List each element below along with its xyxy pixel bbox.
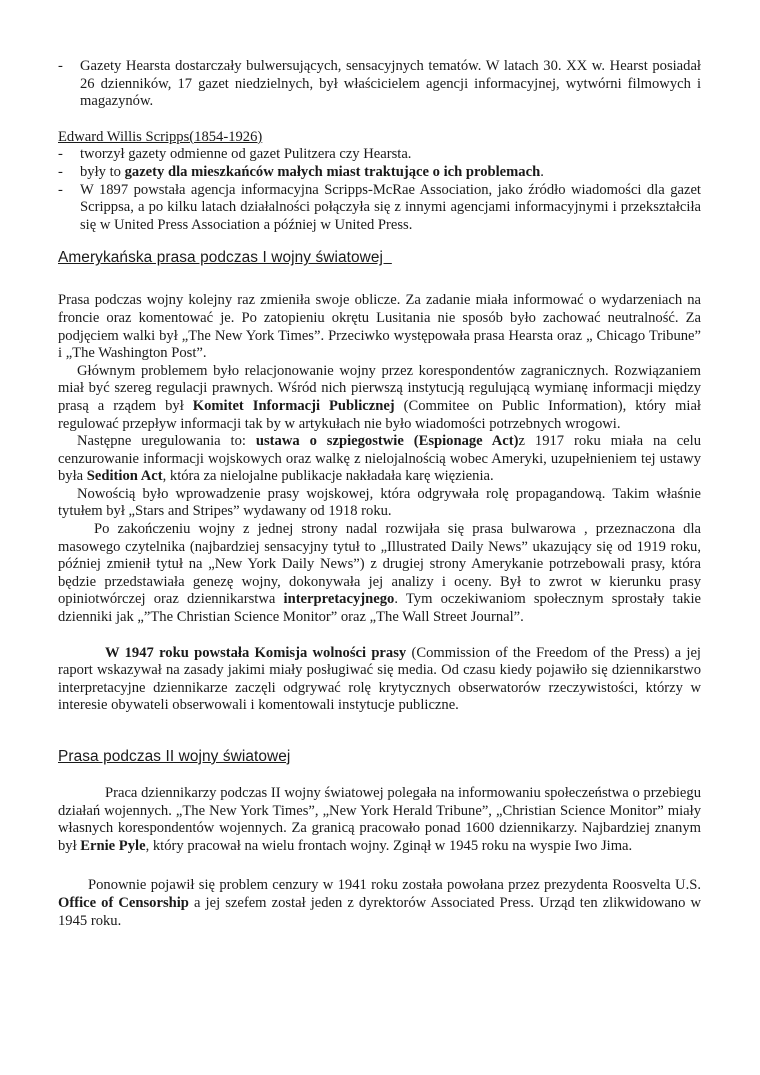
ww1-p3-post: , która za nielojalne publikacje nakładała karę więzienia. xyxy=(162,468,494,485)
ww1-p2-pre: Głównym problemem było relacjonowanie wojny przez korespondentów zagranicznych. Rozwiązaniem miał być szereg regulacji prawnych. Wśród nich pierwszą instytucją regulującą wymianę informacji między prasą a rządem był xyxy=(58,362,701,414)
scripps-bullet-2-post: . xyxy=(540,163,544,180)
scripps-bullet-2-pre: były to xyxy=(80,163,125,180)
section-heading-ww2: Prasa podczas II wojny światowej xyxy=(58,748,291,765)
ww1-p4-text: Nowością było wprowadzenie prasy wojskowej, która odgrywała rolę propagandową. Takim właśnie tytułem był „Stars and Stripes” wydawany od 1918 roku. xyxy=(58,485,701,520)
ww1-p6-post: (Commission of the Freedom of the Press) a jej raport wskazywał na zasady jakimi miały posługiwać się media. Od czasu kiedy pojawiło się dziennikarstwo interpretacyjne dziennikarze zaczęli odgrywać rolę krytycznych obserwatorów rzeczywistości, którzy w interesie obywateli obserwowali i komentowali instytucje publiczne. xyxy=(58,644,701,714)
ww1-paragraph-5 xyxy=(58,521,701,627)
list-item xyxy=(58,146,701,164)
ww2-p2-bold: Office of Censorship xyxy=(58,894,189,911)
scripps-heading: Edward Willis Scripps(1854-1926) xyxy=(58,128,263,145)
scripps-bullet-3: W 1897 powstała agencja informacyjna Scripps-McRae Association, jako źródło wiadomości dla gazet Scrippsa, a po kilku latach działalności połączyła się z innymi agencjami informacyjnymi i przekształciła się w United Press Association a później w United Press. xyxy=(80,181,701,233)
list-item xyxy=(58,58,701,111)
ww2-p1-post: , który pracował na wielu frontach wojny. Zginął w 1945 roku na wyspie Iwo Jima. xyxy=(145,837,633,854)
ww1-paragraph-4 xyxy=(58,486,701,521)
ww1-p3-pre: Następne uregulowania to: xyxy=(77,433,256,450)
ww1-p3-mid: z 1917 roku miała na celu cenzurowanie informacji wojskowych oraz walkę z nielojalnością wobec Ameryki, uzupełnieniem tej ustawy była xyxy=(58,433,702,485)
ww2-p1-bold: Ernie Pyle xyxy=(80,837,146,854)
scripps-list xyxy=(58,146,701,234)
ww1-p5-pre: Po zakończeniu wojny z jednej strony nadal rozwijała się prasa bulwarowa , przeznaczona dla masowego czytelnika (najbardziej sensacyjny tytuł to „Illustrated Daily News” ukazujący się od 1919 roku, później zmienił tytuł na „New York Daily News”) z drugiej strony Amerykanie potrzebowali prasy, która będzie przedstawiała genezę wojny, dokonywała jej analizy i oceny. Był to zwrot w kierunku prasy opiniotwórczej oraz dziennikarstwa xyxy=(58,521,701,608)
ww1-p2-post: (Commitee on Public Information), który miał regulować przepływ informacji tak by w artykułach nie było wiadomości potrzebnych wrogowi. xyxy=(58,397,701,432)
ww2-paragraph-2 xyxy=(58,877,701,930)
ww1-paragraph-2 xyxy=(58,363,701,433)
ww1-paragraph-3 xyxy=(58,433,701,486)
ww2-p2-post: a jej szefem został jeden z dyrektorów Associated Press. Urząd ten zlikwidowano w 1945 roku. xyxy=(58,894,701,929)
ww1-p6-bold: W 1947 roku powstała Komisja wolności prasy xyxy=(105,644,407,661)
ww1-p2-bold: Komitet Informacji Publicznej xyxy=(192,397,395,414)
ww1-p3-bold-2: Sedition Act xyxy=(86,468,163,485)
hearst-bullet-text: Gazety Hearsta dostarczały bulwersujących, sensacyjnych tematów. W latach 30. XX w. Hearst posiadał 26 dzienników, 17 gazet niedzielnych, był właścicielem agencji informacyjnej, wytwórni filmowych i magazynów. xyxy=(80,58,701,110)
ww1-paragraph-6 xyxy=(58,645,701,715)
ww1-p5-bold: interpretacyjnego xyxy=(283,591,395,608)
scripps-bullet-2-bold: gazety dla mieszkańców małych miast traktujące o ich problemach xyxy=(124,163,541,180)
ww2-paragraph-1 xyxy=(58,785,701,855)
ww2-p2-pre: Ponownie pojawił się problem cenzury w 1941 roku została powołana przez prezydenta Roosvelta U.S. xyxy=(88,877,701,894)
list-item xyxy=(58,182,701,235)
ww2-p1-pre: Praca dziennikarzy podczas II wojny światowej polegała na informowaniu społeczeństwa o przebiegu działań wojennych. „The New York Times”, „New York Herald Tribune”, „Christian Science Monitor” miały własnych korespondentów wojennych. Za granicą pracowało ponad 1600 dziennikarzy. Najbardziej znanym był xyxy=(58,785,701,854)
section-heading-ww1: Amerykańska prasa podczas I wojny światowej xyxy=(58,249,392,267)
hearst-list xyxy=(58,58,701,111)
ww1-p1-text: Prasa podczas wojny kolejny raz zmieniła swoje oblicze. Za zadanie miała informować o wydarzeniach na froncie oraz komentować je. Po zatopieniu okrętu Lusitania nie sposób było zachować neutralność. Za podjęciem walki był „The New York Times”. Przeciwko występowała prasa Hearsta oraz „ Chicago Tribune” i „The Washington Post”. xyxy=(58,292,701,362)
ww1-p3-bold-1: ustawa o szpiegostwie (Espionage Act) xyxy=(255,433,519,450)
list-item xyxy=(58,164,701,182)
ww1-p5-post: . Tym oczekiwaniom społecznym sprostały takie dzienniki jak „”The Christian Science Monitor” oraz „The Wall Street Journal”. xyxy=(58,591,701,626)
ww1-paragraph-1 xyxy=(58,292,701,362)
scripps-bullet-1: tworzył gazety odmienne od gazet Pulitzera czy Hearsta. xyxy=(80,146,412,163)
